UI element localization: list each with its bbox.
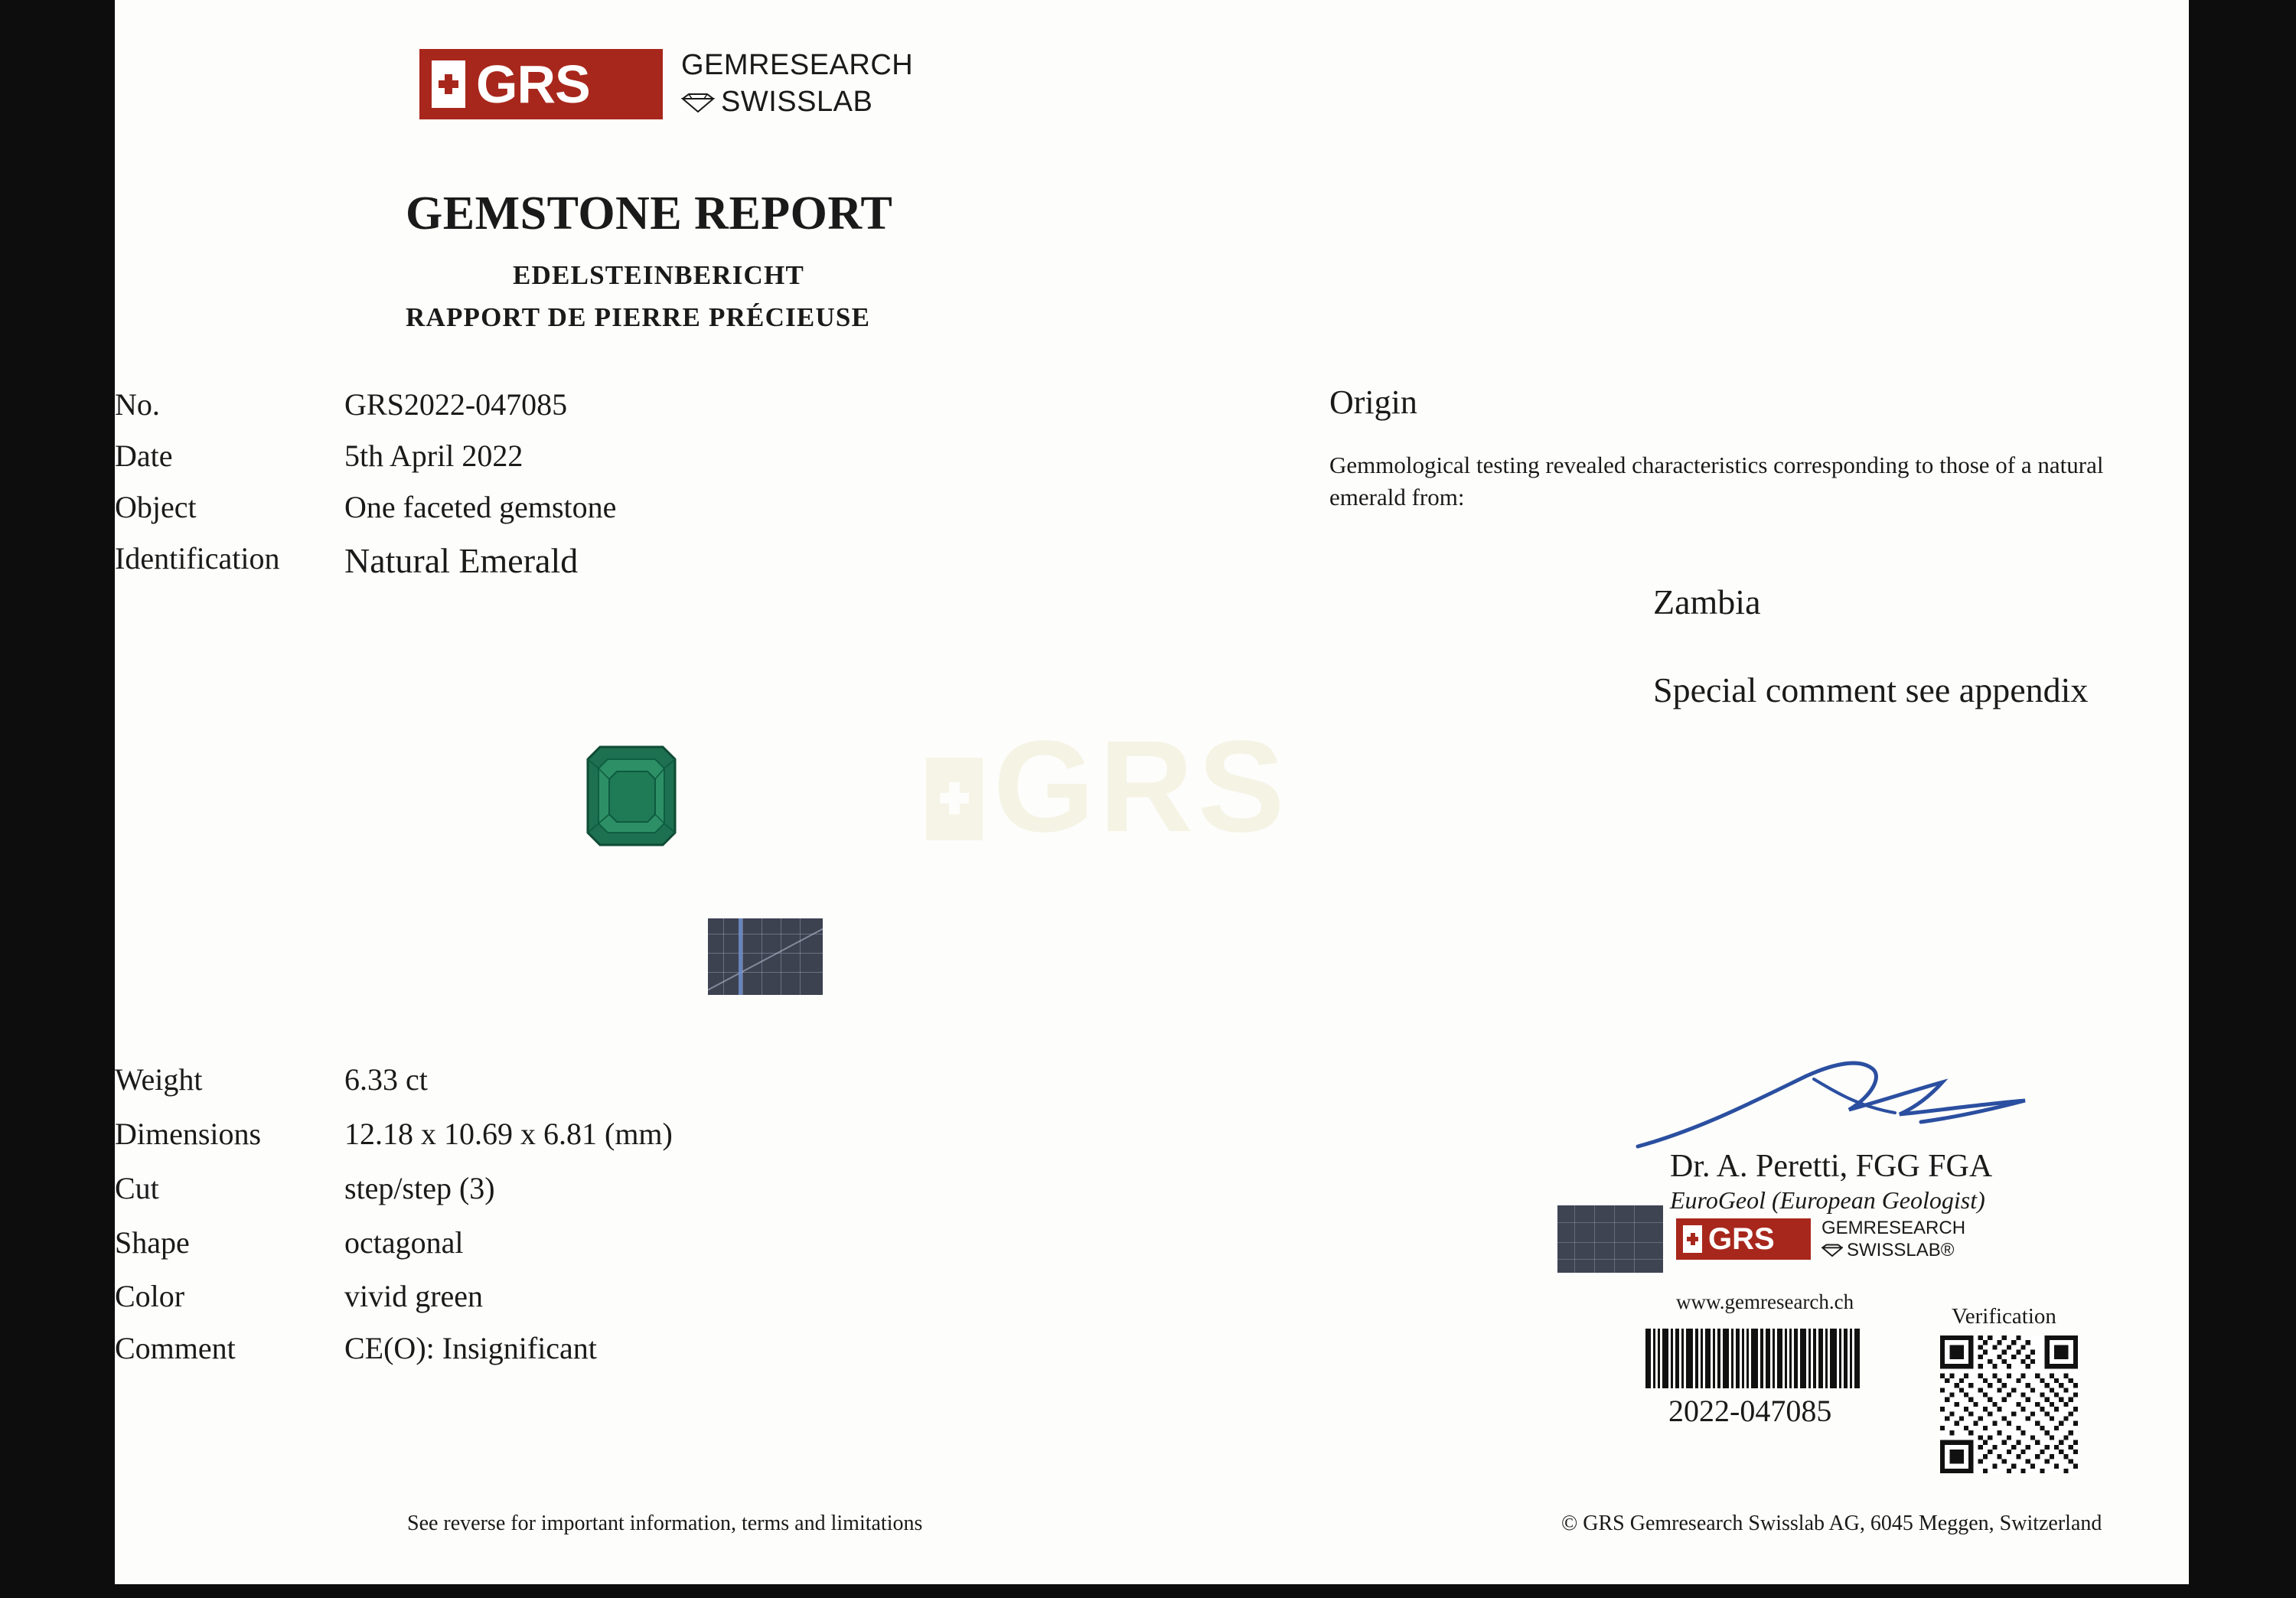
logo-subtext-line1: GEMRESEARCH — [681, 49, 914, 81]
field-label-dimensions: Dimensions — [115, 1117, 262, 1151]
website-url[interactable]: www.gemresearch.ch — [1676, 1290, 1854, 1313]
footer-left-note: See reverse for important information, terms and limitations — [407, 1512, 923, 1535]
field-row-shape — [115, 1225, 464, 1260]
page-subtitle-de: EDELSTEINBERICHT — [513, 260, 804, 290]
field-label-color: Color — [115, 1279, 185, 1313]
origin-heading: Origin — [1329, 383, 1417, 421]
gemstone-photo — [574, 742, 689, 850]
footer-diamond-icon — [1821, 1244, 1843, 1257]
signatory-role: EuroGeol (European Geologist) — [1670, 1186, 1985, 1214]
verification-label: Verification — [1952, 1304, 2056, 1329]
signature-mark — [1630, 1056, 2105, 1163]
barcode-number: 2022-047085 — [1668, 1394, 1832, 1428]
field-label-cut: Cut — [115, 1171, 159, 1205]
grs-logo — [419, 47, 913, 121]
field-row-cut — [115, 1170, 495, 1206]
field-label-object: Object — [115, 490, 197, 524]
scan-edge-bottom — [115, 1584, 2189, 1598]
logo-subtext-line2: SWISSLAB — [721, 85, 873, 118]
scan-edge-right — [2189, 0, 2296, 1598]
field-value-cut: step/step (3) — [344, 1171, 495, 1205]
logo-subtext-line2-wrap — [681, 84, 913, 121]
field-label-no: No. — [115, 387, 160, 422]
field-row-color — [115, 1278, 483, 1314]
footer-logo-wordmark: GRS — [1708, 1222, 1775, 1257]
field-label-identification: Identification — [115, 541, 280, 576]
origin-description: Gemmological testing revealed characteristics corresponding to those of a natural emerald from: — [1329, 452, 2104, 510]
page-subtitle-fr: RAPPORT DE PIERRE PRÉCIEUSE — [406, 302, 871, 332]
secondary-inclusion-photo — [1557, 1205, 1663, 1273]
footer-logo-subtext — [1821, 1217, 1965, 1262]
footer-subtext-line2-wrap — [1821, 1239, 1965, 1261]
grs-footer-logo — [1676, 1217, 1965, 1262]
logo-red-box — [419, 49, 663, 119]
field-value-date: 5th April 2022 — [344, 439, 523, 473]
logo-wordmark: GRS — [476, 54, 590, 114]
barcode — [1645, 1329, 1898, 1388]
field-row-comment — [115, 1330, 597, 1366]
footer-subtext-line1: GEMRESEARCH — [1821, 1218, 1966, 1238]
field-label-date: Date — [115, 439, 173, 473]
field-row-dimensions — [115, 1116, 673, 1152]
field-row-date — [115, 438, 523, 474]
field-value-object: One faceted gemstone — [344, 490, 617, 524]
field-row-weight — [115, 1062, 428, 1097]
grs-watermark — [926, 712, 1289, 862]
field-row-no — [115, 386, 567, 422]
field-row-object — [115, 489, 616, 525]
page-title: GEMSTONE REPORT — [406, 188, 893, 240]
footer-swiss-flag-icon — [1683, 1225, 1702, 1253]
watermark-flag-icon — [926, 758, 983, 840]
logo-subtext — [681, 47, 913, 121]
field-label-shape: Shape — [115, 1225, 190, 1260]
origin-special-comment: Special comment see appendix — [1653, 670, 2089, 709]
field-value-identification: Natural Emerald — [344, 541, 579, 580]
footer-right-note: © GRS Gemresearch Swisslab AG, 6045 Meggen, Switzerland — [1561, 1512, 2102, 1535]
inclusion-photo — [708, 918, 823, 995]
field-value-shape: octagonal — [344, 1225, 464, 1260]
signatory-name: Dr. A. Peretti, FGG FGA — [1670, 1149, 1993, 1184]
field-label-comment: Comment — [115, 1331, 236, 1365]
field-label-weight: Weight — [115, 1062, 203, 1097]
scan-edge-left — [0, 0, 115, 1598]
swiss-flag-icon — [432, 60, 465, 108]
watermark-text: GRS — [993, 714, 1290, 859]
certificate-sheet — [115, 0, 2189, 1584]
diamond-icon — [681, 93, 715, 113]
origin-country: Zambia — [1653, 582, 1761, 621]
footer-subtext-line2: SWISSLAB® — [1847, 1240, 1955, 1261]
footer-logo-red-box — [1676, 1218, 1811, 1260]
field-value-comment: CE(O): Insignificant — [344, 1331, 597, 1365]
field-value-dimensions: 12.18 x 10.69 x 6.81 (mm) — [344, 1117, 673, 1151]
field-value-color: vivid green — [344, 1279, 484, 1313]
field-value-weight: 6.33 ct — [344, 1062, 428, 1097]
field-value-no: GRS2022-047085 — [344, 387, 568, 422]
verification-qr-code[interactable] — [1940, 1335, 2078, 1473]
field-row-identification — [115, 540, 578, 581]
